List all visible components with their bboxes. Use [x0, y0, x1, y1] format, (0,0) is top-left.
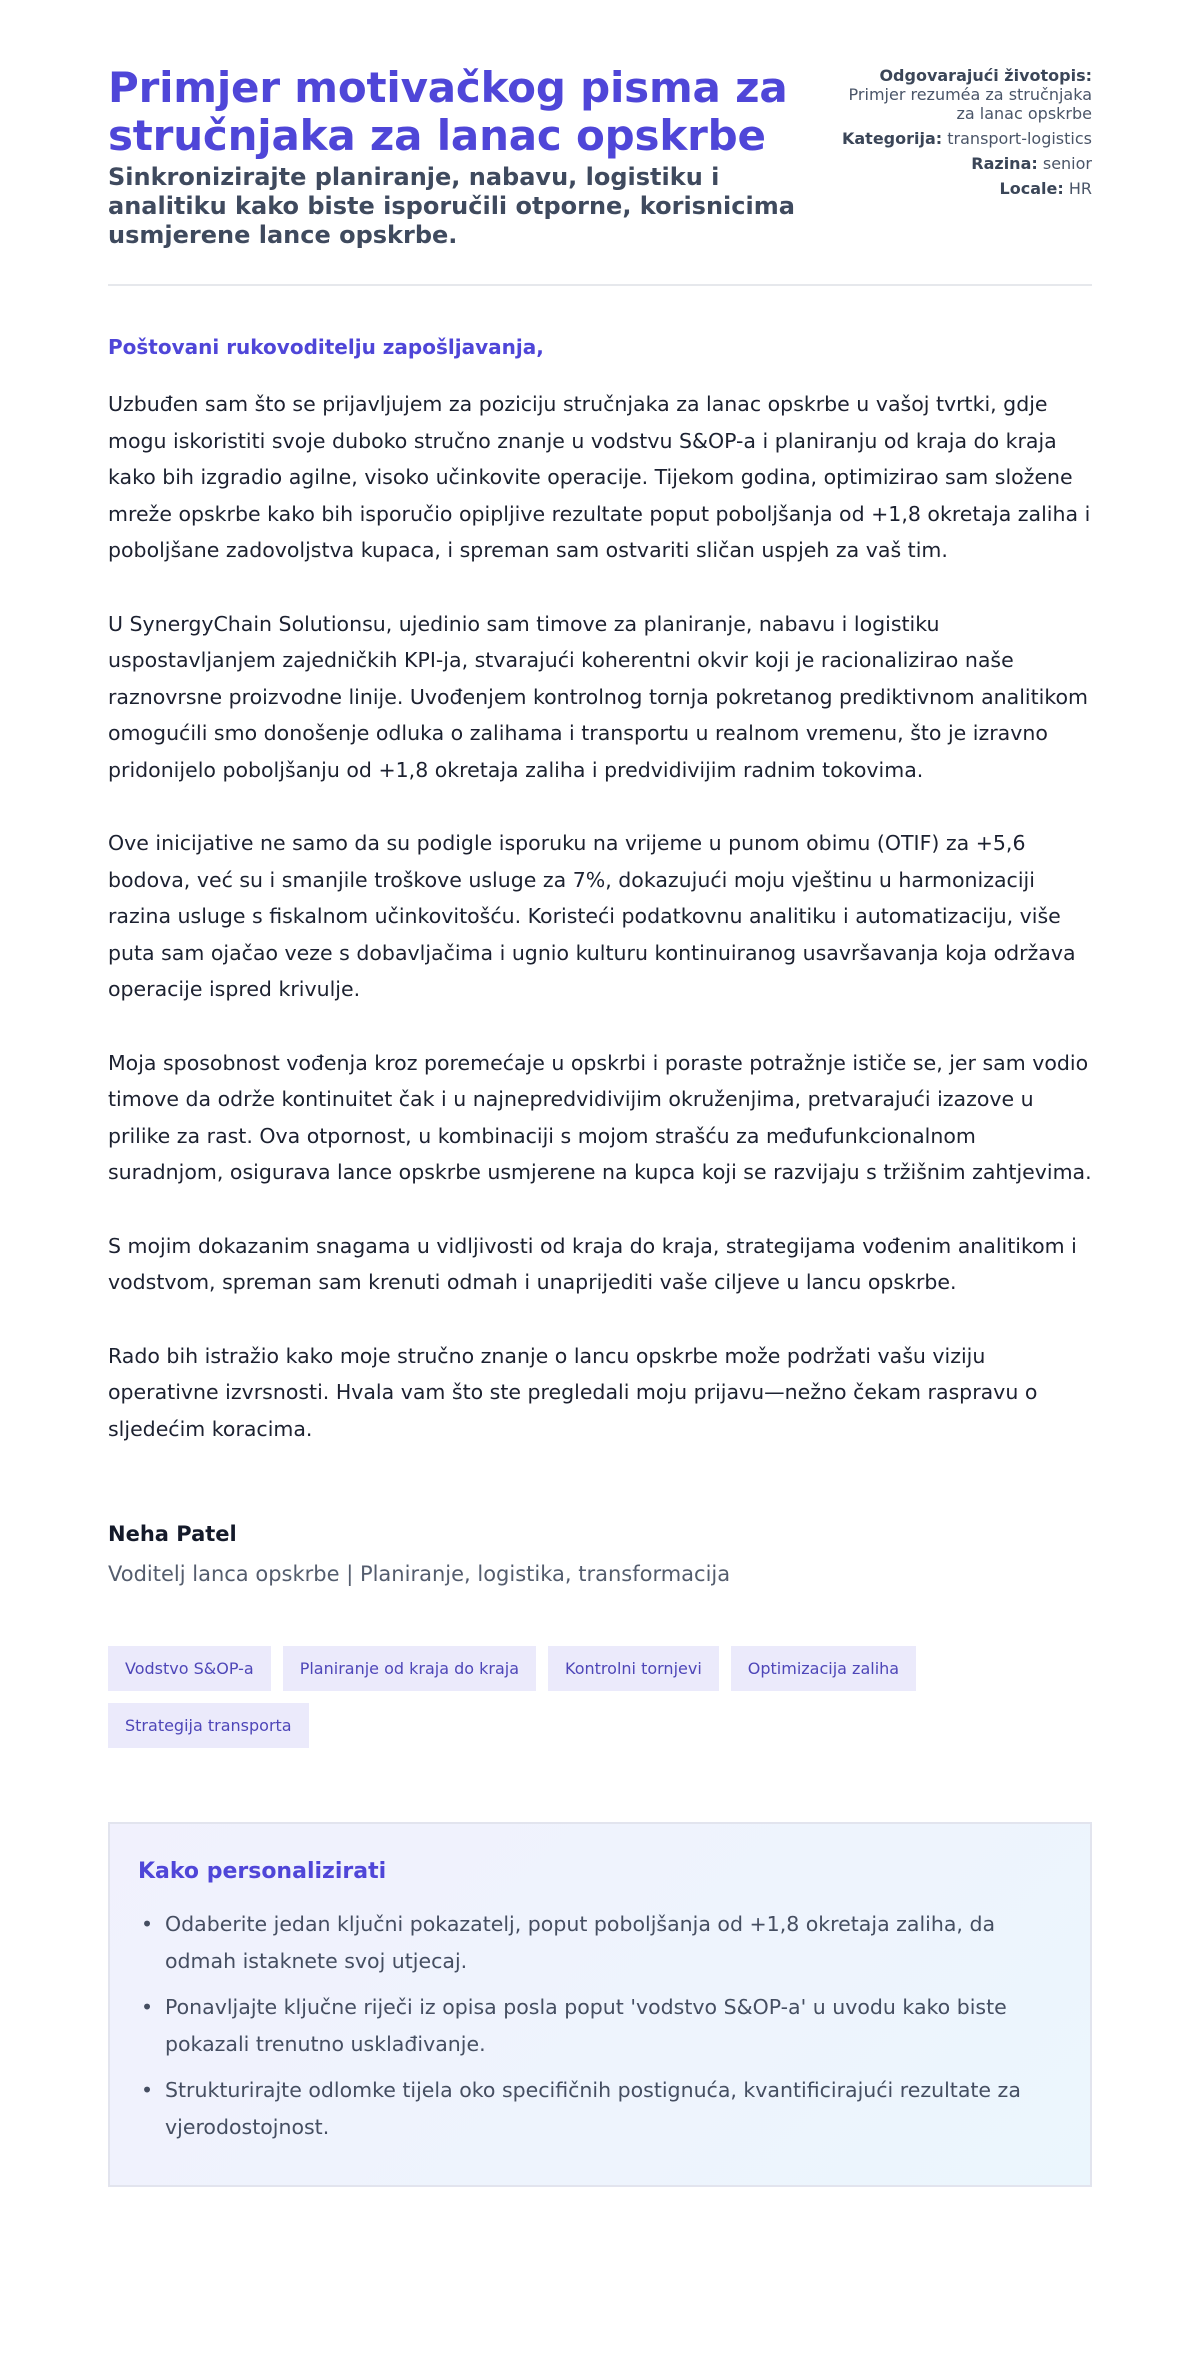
meta-panel: [832, 64, 1092, 204]
signature-name: Neha Patel: [108, 1522, 237, 1546]
letter-paragraph: S mojim dokazanim snagama u vidljivosti od kraja do kraja, strategijama vođenim analitikom i vodstvom, spreman sam krenuti odmah i unaprijediti vaše ciljeve u lancu opskrbe.: [108, 1233, 1077, 1294]
meta-value: transport-logistics: [947, 129, 1092, 148]
bullet-icon: •: [141, 1995, 154, 2019]
meta-key: Odgovarajući životopis:: [879, 66, 1092, 85]
skill-tag: Optimizacija zaliha: [731, 1646, 916, 1691]
letter-paragraph: Moja sposobnost vođenja kroz poremećaje u opskrbi i poraste potražnje ističe se, jer sam vodio timove da održe kontinuitet čak i u najnepredvidivijim okruženjima, pretvarajući izazove u prilike za rast. Ova otpornost, u kombinaciji s mojom strašću za međufunkcionalnom suradnjom, osigurava lance opskrbe usmjerene na kupca koji se razvijaju s tržišnim zahtjevima.: [108, 1050, 1092, 1184]
meta-key: Razina:: [971, 154, 1038, 173]
meta-key: Locale:: [999, 179, 1064, 198]
letter-paragraph: U SynergyChain Solutionsu, ujedinio sam timove za planiranje, nabavu i logistiku uspostavljanjem zajedničkih KPI-ja, stvarajući koherentni okvir koji je racionalizirao naše raznovrsne proizvodne linije. Uvođenjem kontrolnog tornja pokretanog prediktivnom analitikom omogućili smo donošenje odluka o zalihama i transportu u realnom vremenu, što je izravno pridonijelo poboljšanju od +1,8 okretaja zaliha i predvidivijim radnim tokovima.: [108, 611, 1089, 782]
page-subtitle: Sinkronizirajte planiranje, nabavu, logistiku i analitiku kako biste isporučili otporne, korisnicima usmjerene lance opskrbe.: [108, 163, 795, 249]
skill-tags: [108, 1646, 1008, 1748]
meta-key: Kategorija:: [841, 129, 943, 148]
skill-tag: Strategija transporta: [108, 1703, 309, 1748]
letter-greeting: Poštovani rukovoditelju zapošljavanja,: [108, 335, 544, 359]
meta-level: [832, 154, 1092, 173]
letter-paragraphs: [108, 386, 1092, 1447]
tip-text: Strukturirajte odlomke tijela oko specifičnih postignuća, kvantificirajući rezultate za vjerodostojnost.: [165, 2078, 1021, 2139]
letter-paragraph: Uzbuđen sam što se prijavljujem za poziciju stručnjaka za lanac opskrbe u vašoj tvrtki, gdje mogu iskoristiti svoje duboko stručno znanje u vodstvu S&OP-a i planiranju od kraja do kraja kako bih izgradio agilne, visoko učinkovite operacije. Tijekom godina, optimizirao sam složene mreže opskrbe kako bih isporučio opipljive rezultate poput poboljšanja od +1,8 okretaja zaliha i poboljšane zadovoljstva kupaca, i spreman sam ostvariti sličan uspjeh za vaš tim.: [108, 392, 1091, 562]
meta-related-resume: [832, 66, 1092, 123]
signature-role: Voditelj lanca opskrbe | Planiranje, logistika, transformacija: [108, 1562, 731, 1586]
meta-locale: [832, 179, 1092, 198]
tips-list: [138, 1906, 1062, 2145]
tip-text: Ponavljajte ključne riječi iz opisa posla poput 'vodstvo S&OP-a' u uvodu kako biste pokazali trenutno usklađivanje.: [165, 1995, 1007, 2056]
header-titles: [108, 64, 798, 250]
page-title: Primjer motivačkog pisma za stručnjaka za lanac opskrbe: [108, 63, 788, 160]
bullet-icon: •: [141, 2078, 154, 2102]
page-header: [108, 64, 1092, 286]
personalization-tips-box: [108, 1822, 1092, 2187]
tip-item: [138, 1989, 1062, 2062]
signature-block: [108, 1520, 1092, 1588]
skill-tag: Kontrolni tornjevi: [548, 1646, 719, 1691]
tip-item: [138, 1906, 1062, 1979]
letter-paragraph: Ove inicijative ne samo da su podigle isporuku na vrijeme u punom obimu (OTIF) za +5,6 bodova, već su i smanjile troškove usluge za 7%, dokazujući moju vještinu u harmonizaciji razina usluge s fiskalnom učinkovitošću. Koristeći podatkovnu analitiku i automatizaciju, više puta sam ojačao veze s dobavljačima i ugnio kulturu kontinuiranog usavršavanja koja održava operacije ispred krivulje.: [108, 831, 1076, 1001]
meta-value: Primjer rezuméa za stručnjaka za lanac opskrbe: [848, 85, 1092, 123]
tip-text: Odaberite jedan ključni pokazatelj, poput poboljšanja od +1,8 okretaja zaliha, da odmah istaknete svoj utjecaj.: [165, 1912, 996, 1973]
skill-tag: Vodstvo S&OP-a: [108, 1646, 271, 1691]
meta-category: [832, 129, 1092, 148]
skill-tag: Planiranje od kraja do kraja: [283, 1646, 536, 1691]
letter-body: [108, 334, 1092, 1588]
tips-title: Kako personalizirati: [138, 1859, 387, 1884]
letter-paragraph: Rado bih istražio kako moje stručno znanje o lancu opskrbe može podržati vašu viziju operativne izvrsnosti. Hvala vam što ste pregledali moju prijavu—nežno čekam raspravu o sljedećim koracima.: [108, 1343, 1038, 1441]
tip-item: [138, 2072, 1062, 2145]
bullet-icon: •: [141, 1912, 154, 1936]
meta-value: HR: [1068, 179, 1092, 198]
meta-value: senior: [1042, 154, 1092, 173]
